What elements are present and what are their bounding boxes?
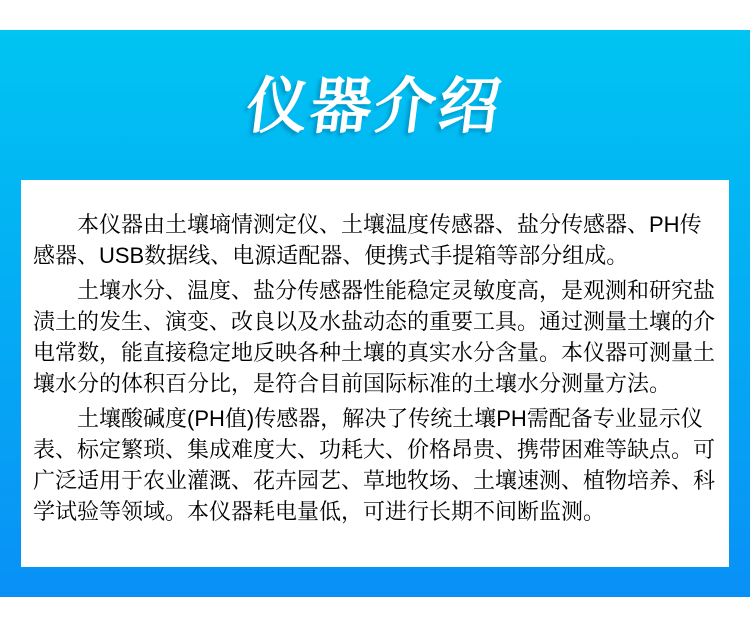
paragraph-components: 本仪器由土壤墒情测定仪、土壤温度传感器、盐分传感器、PH传感器、USB数据线、电源适配器、便携式手提箱等部分组成。 [33,212,702,268]
content-card [21,180,729,567]
paragraph-sensor-performance: 土壤水分、温度、盐分传感器性能稳定灵敏度高，是观测和研究盐渍土的发生、演变、改良以及水盐动态的重要工具。通过测量土壤的介电常数，能直接稳定地反映各种土壤的真实水分含量。本仪器可测量土壤水分的体积百分比，是符合目前国际标准的土壤水分测量方法。 [33,278,716,396]
page-title: 仪器介绍 [242,72,508,140]
paragraph-ph-sensor-applications: 土壤酸碱度(PH值)传感器，解决了传统土壤PH需配备专业显示仪表、标定繁琐、集成难度大、功耗大、价格昂贵、携带困难等缺点。可广泛适用于农业灌溉、花卉园艺、草地牧场、土壤速测、植物培养、科学试验等领域。本仪器耗电量低，可进行长期不间断监测。 [33,406,716,524]
